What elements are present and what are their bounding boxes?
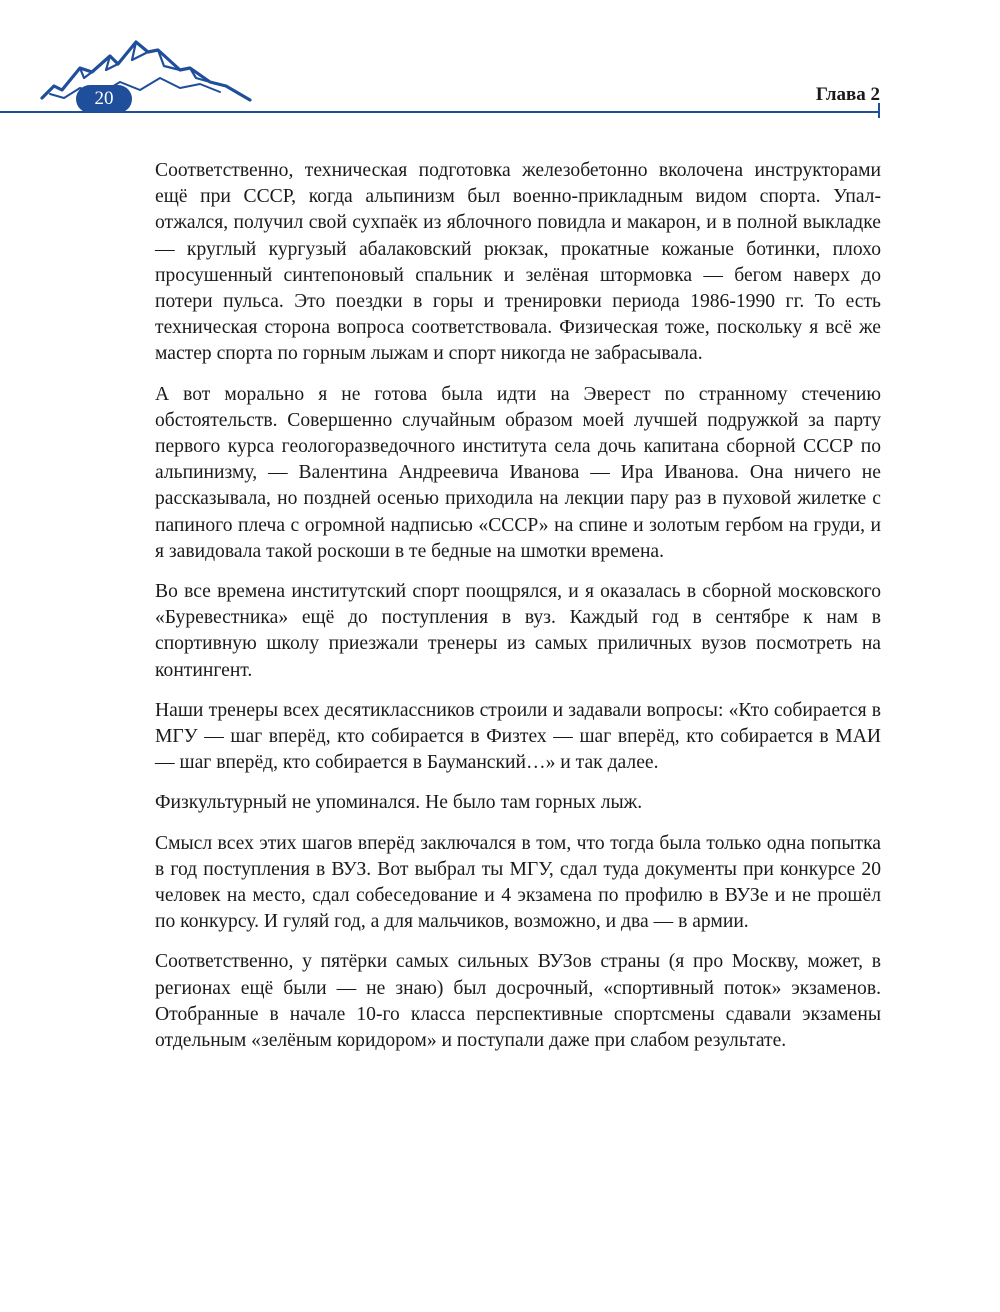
chapter-title: Глава 2 (815, 84, 880, 105)
page-number-badge (76, 85, 132, 113)
mountain-icon (40, 38, 252, 106)
paragraph: Во все времена институтский спорт поощрялся, и я оказалась в сборной московского «Буревестника» ещё до поступления в вуз. Каждый год в сентябре к нам в спортивную школу приезжали тренеры из самых приличных вузов посмотреть на контингент. (155, 581, 881, 681)
paragraph: А вот морально я не готова была идти на Эверест по странному стечению обстоятельств. Совершенно случайным образом моей лучшей подружкой за парту первого курса геологоразведочного института села дочь капитана сборной СССР по альпинизму, — Валентина Андреевича Иванова — Ира Иванова. Она ничего не рассказывала, но поздней осенью приходила на лекции пару раз в пуховой жилетке с папиного плеча с огромной надписью «СССР» на спине и золотым гербом на груди, и я завидовала такой роскоши в те бедные на шмотки времена. (155, 383, 881, 562)
paragraph: Наши тренеры всех десятиклассников строили и задавали вопросы: «Кто собирается в МГУ — шаг вперёд, кто собирается в Физтех — шаг вперёд, кто собирается в МАИ — шаг вперёд, кто собирается в Бауманский…» и так далее. (155, 699, 881, 774)
paragraph: Смысл всех этих шагов вперёд заключался в том, что тогда была только одна попытка в год поступления в ВУЗ. Вот выбрал ты МГУ, сдал туда документы при конкурсе 20 человек на место, сдал собеседование и 4 экзамена по профилю в ВУЗе и не прошёл по конкурсу. И гуляй год, а для мальчиков, возможно, и два — в армии. (155, 832, 881, 933)
page-number: 20 (94, 88, 114, 109)
page-body (155, 158, 881, 1068)
header-divider (0, 111, 880, 113)
paragraph: Соответственно, у пятёрки самых сильных ВУЗов страны (я про Москву, может, в регионах ещё были — не знаю) был досрочный, «спортивный поток» экзаменов. Отобранные в начале 10-го класса перспективные спортсмены сдавали экзамены отдельным «зелёным коридором» и поступали даже при слабом результате. (155, 951, 881, 1052)
paragraph: Соответственно, техническая подготовка железобетонно вколочена инструкторами ещё при СССР, когда альпинизм был военно-прикладным видом спорта. Упал-отжался, получил свой сухпаёк из яблочного повидла и макарон, и в полной выкладке — круглый кургузый абалаковский рюкзак, прокатные кожаные ботинки, плохо просушенный синтепоновый спальник и зелёная штормовка — бегом наверх до потери пульса. Это поездки в горы и тренировки периода 1986-1990 гг. То есть техническая сторона вопроса соответствовала. Физическая тоже, поскольку я всё же мастер спорта по горным лыжам и спорт никогда не забрасывала. (155, 160, 881, 365)
page-header (0, 0, 1000, 125)
paragraph: Физкультурный не упоминался. Не было там горных лыж. (155, 792, 643, 814)
